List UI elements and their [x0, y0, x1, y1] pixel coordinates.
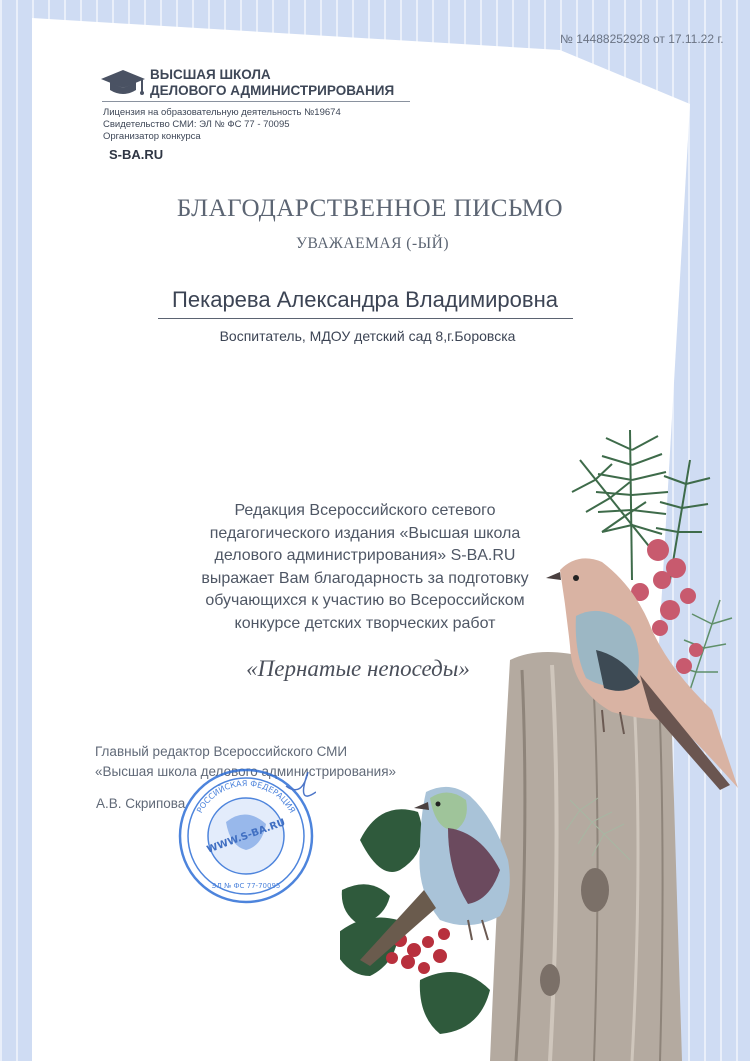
license-line: Лицензия на образовательную деятельность №19674: [103, 107, 341, 118]
body-line: выражает Вам благодарность за подготовку: [201, 569, 529, 587]
graduation-cap-icon: [100, 68, 146, 98]
body-line: Редакция Всероссийского сетевого: [234, 502, 496, 519]
stamp-site-text: WWW.S-BA.RU: [205, 817, 287, 856]
contest-title: «Пернатые непоседы»: [246, 656, 470, 681]
body-line: конкурсе детских творческих работ: [234, 614, 496, 632]
recipient-name: Пекарева Александра Владимировна: [172, 287, 558, 312]
name-underline: [158, 318, 573, 319]
logo-divider: [102, 101, 410, 102]
organizer-line: Организатор конкурса: [103, 131, 201, 142]
salutation: УВАЖАЕМАЯ (-ЫЙ): [296, 235, 449, 252]
body-line: педагогического издания «Высшая школа: [209, 524, 521, 542]
document-number: № 14488252928 от 17.11.22 г.: [560, 32, 724, 46]
organization-name: [150, 67, 394, 99]
license-info: [103, 107, 341, 143]
org-name-line-2: ДЕЛОВОГО АДМИНИСТРИРОВАНИЯ: [150, 83, 395, 98]
org-name-line-1: ВЫСШАЯ ШКОЛА: [150, 67, 271, 82]
signer-name: А.В. Скрипова: [96, 796, 186, 811]
stamp-number-text: ЭЛ № ФС 77-70095: [211, 882, 281, 890]
body-line: делового администрирования» S-BA.RU: [214, 547, 516, 564]
editor-line: Главный редактор Всероссийского СМИ: [95, 744, 348, 759]
recipient-position: Воспитатель, МДОУ детский сад 8,г.Боровска: [219, 328, 516, 344]
editor-line: «Высшая школа делового администрирования»: [95, 764, 397, 779]
official-stamp: [176, 766, 316, 906]
stamp-arc-text: РОССИЙСКАЯ ФЕДЕРАЦИЯ: [195, 778, 297, 815]
site-label: S-BA.RU: [109, 147, 164, 162]
body-text: [160, 500, 570, 635]
body-line: обучающихся к участию во Всероссийском: [205, 592, 525, 609]
document-title: БЛАГОДАРСТВЕННОЕ ПИСЬМО: [176, 195, 564, 222]
certificate-line: Свидетельство СМИ: ЭЛ № ФС 77 - 70095: [103, 119, 290, 130]
